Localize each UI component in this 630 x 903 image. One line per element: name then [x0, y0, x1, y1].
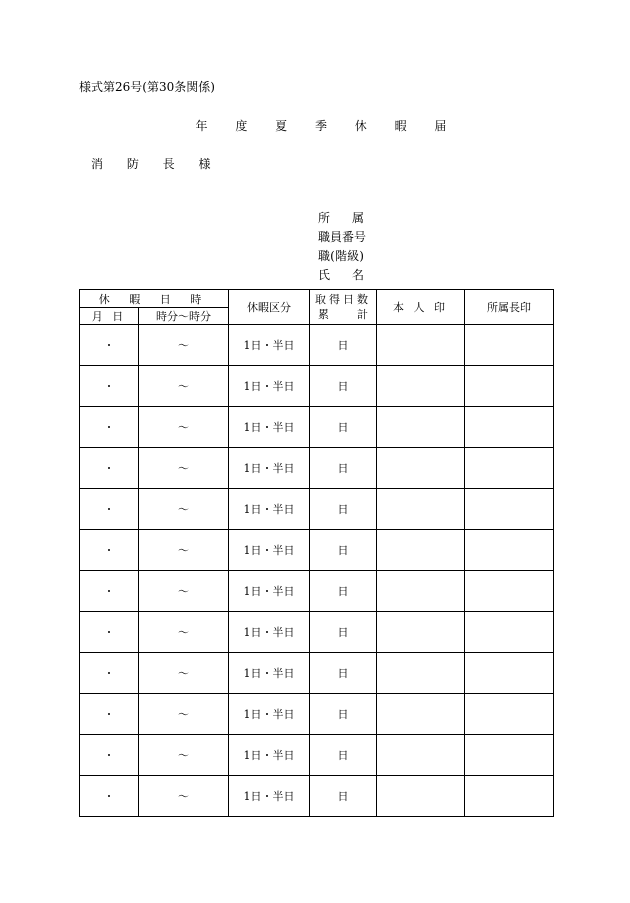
leave-type-cell: 1日・半日: [229, 489, 310, 530]
time-cell: 〜: [139, 571, 229, 612]
form-number: 様式第26号(第30条関係): [79, 80, 215, 94]
date-cell: ・: [80, 407, 139, 448]
leave-type-cell: 1日・半日: [229, 448, 310, 489]
leave-type-cell: 1日・半日: [229, 530, 310, 571]
date-cell: ・: [80, 571, 139, 612]
days-cell: 日: [310, 530, 377, 571]
addressee: 消 防 長 様: [91, 157, 221, 171]
chief-seal-cell[interactable]: [465, 325, 554, 366]
days-cell: 日: [310, 653, 377, 694]
days-cell: 日: [310, 735, 377, 776]
table-row: [80, 448, 554, 489]
time-cell: 〜: [139, 776, 229, 817]
self-seal-cell[interactable]: [377, 530, 465, 571]
days-cell: 日: [310, 694, 377, 735]
table-row: [80, 571, 554, 612]
header-chief-seal: 所属長印: [465, 290, 554, 325]
affiliation-label: 所 属: [318, 211, 364, 225]
leave-rows: [80, 325, 554, 817]
leave-type-cell: 1日・半日: [229, 735, 310, 776]
chief-seal-cell[interactable]: [465, 571, 554, 612]
leave-type-cell: 1日・半日: [229, 366, 310, 407]
leave-table: [79, 289, 554, 817]
header-days-acquired-top: 取得日数: [315, 293, 371, 306]
date-cell: ・: [80, 530, 139, 571]
header-days-acquired-bottom: 累 計: [318, 308, 368, 321]
chief-seal-cell[interactable]: [465, 776, 554, 817]
header-self-seal: 本 人 印: [377, 290, 465, 325]
time-cell: 〜: [139, 489, 229, 530]
days-cell: 日: [310, 325, 377, 366]
self-seal-cell[interactable]: [377, 407, 465, 448]
time-cell: 〜: [139, 366, 229, 407]
date-cell: ・: [80, 776, 139, 817]
form-title: 年 度 夏 季 休 暇 届: [195, 119, 459, 133]
self-seal-cell[interactable]: [377, 325, 465, 366]
chief-seal-cell[interactable]: [465, 653, 554, 694]
self-seal-cell[interactable]: [377, 366, 465, 407]
days-cell: 日: [310, 489, 377, 530]
date-cell: ・: [80, 694, 139, 735]
staff-number-label: 職員番号: [318, 230, 367, 244]
name-label: 氏 名: [318, 268, 364, 282]
date-cell: ・: [80, 489, 139, 530]
days-cell: 日: [310, 366, 377, 407]
header-leave-datetime: 休 暇 日 時: [80, 290, 229, 308]
time-cell: 〜: [139, 653, 229, 694]
chief-seal-cell[interactable]: [465, 366, 554, 407]
days-cell: 日: [310, 407, 377, 448]
date-cell: ・: [80, 325, 139, 366]
date-cell: ・: [80, 612, 139, 653]
header-days-acquired: [310, 290, 377, 325]
table-row: [80, 530, 554, 571]
chief-seal-cell[interactable]: [465, 448, 554, 489]
header-time-range: 時分〜時分: [139, 308, 229, 325]
position-field: [318, 247, 364, 266]
name-field: [318, 266, 364, 285]
days-cell: 日: [310, 776, 377, 817]
date-cell: ・: [80, 735, 139, 776]
time-cell: 〜: [139, 530, 229, 571]
position-label: 職(階級): [318, 249, 364, 263]
time-cell: 〜: [139, 448, 229, 489]
self-seal-cell[interactable]: [377, 571, 465, 612]
leave-type-cell: 1日・半日: [229, 325, 310, 366]
self-seal-cell[interactable]: [377, 653, 465, 694]
table-row: [80, 489, 554, 530]
affiliation-field: [318, 209, 364, 228]
date-cell: ・: [80, 366, 139, 407]
date-cell: ・: [80, 448, 139, 489]
chief-seal-cell[interactable]: [465, 735, 554, 776]
leave-type-cell: 1日・半日: [229, 776, 310, 817]
table-row: [80, 735, 554, 776]
self-seal-cell[interactable]: [377, 489, 465, 530]
days-cell: 日: [310, 571, 377, 612]
leave-type-cell: 1日・半日: [229, 653, 310, 694]
self-seal-cell[interactable]: [377, 448, 465, 489]
table-row: [80, 366, 554, 407]
staff-number-field: [318, 228, 367, 247]
chief-seal-cell[interactable]: [465, 530, 554, 571]
header-month-day: 月 日: [80, 308, 139, 325]
leave-type-cell: 1日・半日: [229, 571, 310, 612]
time-cell: 〜: [139, 407, 229, 448]
self-seal-cell[interactable]: [377, 735, 465, 776]
table-row: [80, 653, 554, 694]
leave-type-cell: 1日・半日: [229, 407, 310, 448]
time-cell: 〜: [139, 694, 229, 735]
table-row: [80, 694, 554, 735]
chief-seal-cell[interactable]: [465, 694, 554, 735]
table-row: [80, 612, 554, 653]
self-seal-cell[interactable]: [377, 612, 465, 653]
chief-seal-cell[interactable]: [465, 489, 554, 530]
table-row: [80, 407, 554, 448]
time-cell: 〜: [139, 325, 229, 366]
header-leave-type: 休暇区分: [229, 290, 310, 325]
applicant-block: [318, 209, 367, 285]
leave-type-cell: 1日・半日: [229, 612, 310, 653]
self-seal-cell[interactable]: [377, 776, 465, 817]
time-cell: 〜: [139, 612, 229, 653]
days-cell: 日: [310, 448, 377, 489]
chief-seal-cell[interactable]: [465, 407, 554, 448]
time-cell: 〜: [139, 735, 229, 776]
table-row: [80, 325, 554, 366]
date-cell: ・: [80, 653, 139, 694]
chief-seal-cell[interactable]: [465, 612, 554, 653]
leave-type-cell: 1日・半日: [229, 694, 310, 735]
table-row: [80, 776, 554, 817]
days-cell: 日: [310, 612, 377, 653]
self-seal-cell[interactable]: [377, 694, 465, 735]
